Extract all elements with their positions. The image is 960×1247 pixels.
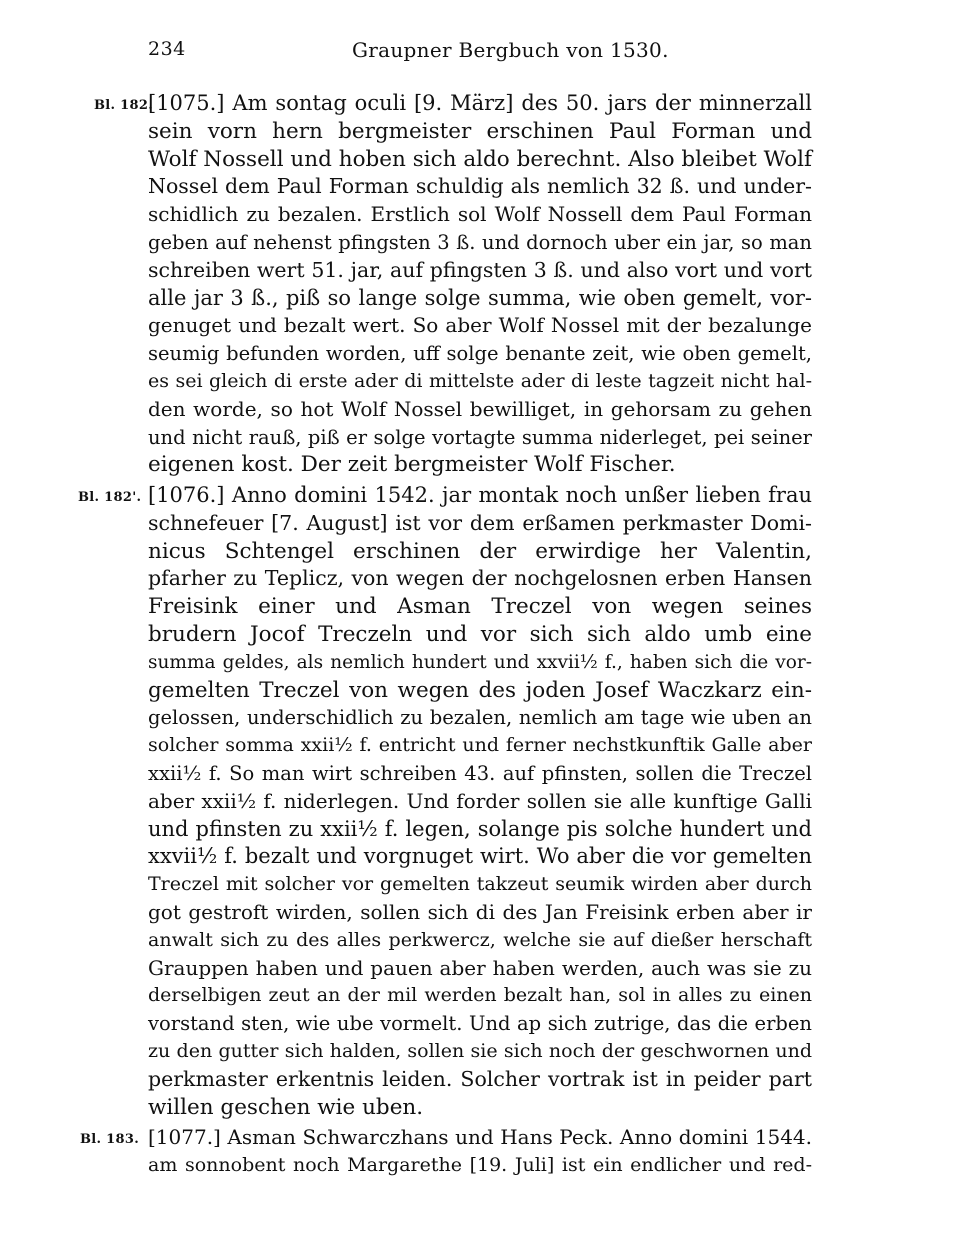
text-line: genuget und bezalt wert. So aber Wolf Nossel mit der bezalunge (148, 313, 812, 338)
text-line: alle jar 3 ß., piß so lange solge summa, wie oben gemelt, vor- (148, 285, 812, 310)
text-line: Grauppen haben und pauen aber haben werden, auch was sie zu (148, 955, 812, 980)
text-line: geben auf nehenst pfingsten 3 ß. und dornoch uber ein jar, so man (148, 230, 812, 254)
text-line: zu den gutter sich halden, sollen sie sich noch der geschwornen und (148, 1039, 812, 1062)
entry-paragraph-1077 (148, 1124, 812, 1180)
text-line: derselbigen zeut an der mil werden bezalt han, sol in alles zu einen (148, 984, 812, 1007)
running-title: Graupner Bergbuch von 1530. (352, 38, 669, 62)
folio-marginal-note: Bl. 182. (94, 98, 154, 113)
text-line: am sonnobent noch Margarethe [19. Juli] ist ein endlicher und red- (148, 1153, 812, 1176)
text-line: eigenen kost. Der zeit bergmeister Wolf Fischer. (148, 452, 676, 478)
text-line: got gestroft wirden, sollen sich di des Jan Freisink erben aber ir (148, 899, 812, 924)
text-line: [1075.] Am sontag oculi [9. März] des 50. jars der minnerzall (148, 91, 812, 115)
text-line: es sei gleich di erste ader di mittelste ader di leste tagzeit nicht hal- (148, 369, 812, 392)
text-line: nicus Schtengel erschinen der erwirdige her Valentin, (148, 538, 812, 564)
folio-marginal-note: Bl. 182'. (78, 490, 142, 505)
text-line: xxvii½ f. bezalt und vorgnuget wirt. Wo aber die vor gemelten (148, 844, 812, 869)
text-line: solcher somma xxii½ f. entricht und ferner nechstkunftik Galle aber (148, 734, 812, 757)
text-line: und nicht rauß, piß er solge vortagte summa niderleget, pei seiner (148, 425, 812, 449)
text-line: perkmaster erkentnis leiden. Solcher vortrak ist in peider part (148, 1066, 812, 1091)
text-line: und pfinsten zu xxii½ f. legen, solange pis solche hundert und (148, 816, 812, 841)
text-line: pfarher zu Teplicz, von wegen der nochgelosnen erben Hansen (148, 566, 812, 591)
folio-marginal-note: Bl. 183. (80, 1132, 140, 1147)
text-line: schnefeuer [7. August] ist vor dem erßamen perkmaster Domi- (148, 510, 812, 535)
text-line: sein vorn hern bergmeister erschinen Paul Forman und (148, 118, 812, 144)
text-line: Nossel dem Paul Forman schuldig als nemlich 32 ß. und under- (148, 174, 812, 199)
text-line: summa geldes, als nemlich hundert und xxvii½ f., haben sich die vor- (148, 651, 812, 673)
text-line: [1076.] Anno domini 1542. jar montak noch unßer lieben frau (148, 483, 812, 507)
page-header (148, 38, 812, 70)
text-line: den worde, so hot Wolf Nossel bewilliget, in gehorsam zu gehen (148, 396, 812, 421)
text-line: schidlich zu bezalen. Erstlich sol Wolf Nossell dem Paul Forman (148, 202, 812, 227)
text-line: Wolf Nossell und hoben sich aldo berechnt. Also bleibet Wolf (148, 146, 812, 172)
text-line: seumig befunden worden, uff solge benante zeit, wie oben gemelt, (148, 342, 812, 366)
text-line: anwalt sich zu des alles perkwercz, welche sie auf dießer herschaft (148, 928, 812, 951)
text-line: Treczel mit solcher vor gemelten takzeut seumik wirden aber durch (148, 873, 812, 896)
text-line: [1077.] Asman Schwarczhans und Hans Peck. Anno domini 1544. (148, 1125, 812, 1149)
text-line: brudern Jocof Treczeln und vor sich sich aldo umb eine (148, 621, 812, 647)
entry-paragraph-1076 (148, 482, 812, 1121)
text-line: gemelten Treczel von wegen des joden Josef Waczkarz ein- (148, 677, 812, 703)
text-line: vorstand sten, wie ube vormelt. Und ap sich zutrige, das die erben (148, 1012, 812, 1036)
text-line: xxii½ f. So man wirt schreiben 43. auf pfinsten, sollen die Treczel (148, 761, 812, 785)
entry-paragraph-1075 (148, 90, 812, 479)
page-number: 234 (148, 38, 186, 60)
text-line: aber xxii½ f. niderlegen. Und forder sollen sie alle kunftige Galli (148, 788, 812, 813)
text-line: schreiben wert 51. jar, auf pfingsten 3 ß. und also vort und vort (148, 257, 812, 282)
text-line: willen geschen wie uben. (148, 1094, 424, 1120)
text-line: Freisink einer und Asman Treczel von wegen seines (148, 594, 812, 620)
text-line: gelossen, underschidlich zu bezalen, nemlich am tage wie uben an (148, 706, 812, 730)
